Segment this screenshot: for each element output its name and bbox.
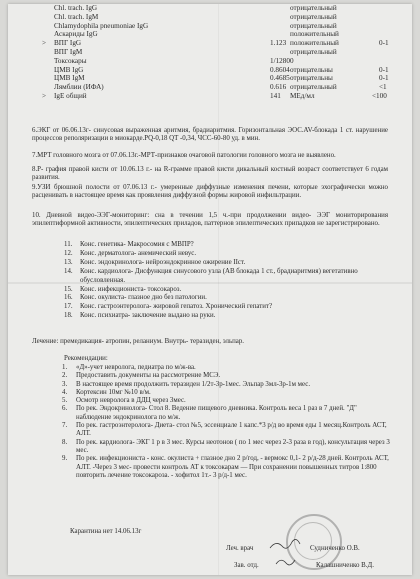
handwritten-signatures [8,4,412,575]
item-text: Конс. дерматолога- анемический невус. [80,249,197,257]
item-number: 4. [62,388,68,396]
lab-status: положительный [290,39,339,48]
finding-xray: 8.Р- графия правой кисти от 10.06.13 г.- на R-грамме правой кисти дикальный костный возраст соответствует 6 годам развития. [32,166,388,182]
lab-test-name: Chl. trach. IgM [54,12,99,21]
item-text: Конс. инфекциониста- токсокароз. [80,285,182,293]
quarantine-note: Карантина нет 14.06.13г [70,528,142,535]
item-text: Осмотр невролога в ДДЦ через 3мес. [76,397,186,405]
lab-status: отрицательны [290,74,333,83]
signature-role: Зав. отд. [234,562,259,569]
item-number: 6. [62,405,68,413]
item-number: 5. [62,397,68,405]
item-text: Конс. окулиста- глазное дно без патологии. [80,294,207,302]
item-text: Конс. психиатра- заключение выдано на руки. [80,312,216,320]
lab-test-name: Токсокары [54,56,87,65]
item-number: 3. [62,380,68,388]
item-number: 15. [64,285,73,293]
lab-test-name: Chlamydophila pneumoniae IgG [54,21,149,30]
lab-value: 0.616 [270,83,287,92]
lab-test-name: ВПГ IgG [54,39,82,48]
item-number: 12. [64,249,73,257]
item-text: По рек. Эндокринолога- Стол 8. Ведение пищевого дневника. Контроль веса 1 раз в 7 дней. "Д" наблюдение эндокринолога по м/ж. [76,405,357,421]
item-number: 2. [62,372,68,380]
lab-test-name: Лямблии (ИФА) [54,83,104,92]
item-number: 17. [64,303,73,311]
finding-mri: 7.МРТ головного мозга от 07.06.13г.-МРТ-признаков очаговой патологии головного мозга не выявлено. [32,152,336,159]
item-text: «Д»-учет невролога, педиатра по м/ж-ва. [76,364,196,371]
item-text: Конс. гастроэнтеролога- жировой гепатоз. Хронический гепатит? [80,303,273,311]
lab-marker: > [42,39,47,48]
lab-status: МЕд/мл [290,91,315,100]
lab-value: 0.4685 [270,74,290,83]
lab-status: отрицательный [290,83,337,92]
item-text: Конс. эндокринолога- нейроэндокринное ожирение IIст. [80,258,246,266]
lab-norm: <100 [372,91,387,100]
item-text: По рек. инфекциониста - конс. окулиста + глазное дно 2 р/год, - вермокс 0,1- 2 р/д-28 дней. Контроль АСТ, АЛТ. -Через 3 мес- провести контроль АТ к токсокарам — При сохранении повышенных титров 1:800 повторить лечение токсокароза. - хофитол 1т.- 3 р/д-1 мес. [76,455,389,479]
lab-value: 1/12800 [270,56,294,65]
item-text: По рек. гастроэнтеролога- Диета- стол №5, эссенциале 1 капс.*3 р/д во время еды 1 месяц.Контроль АСТ, АЛТ. [76,422,387,438]
lab-test-name: ВПГ IgM [54,47,83,56]
item-number: 8. [62,438,68,446]
lab-value: 1.123 [270,39,287,48]
item-text: По рек. кардиолога- ЭКГ 1 р в 3 мес. Курсы неотонов ( по 1 мес через 2-3 раза в год), консультация через 3 мес. [76,438,390,454]
item-number: 1. [62,364,68,371]
item-text: В настоящее время продолжить теразиден 1/2т-3р-1мес. Эльпар 3мл-3р-1м мес. [76,380,311,388]
document-page [8,4,412,575]
lab-marker: > [42,91,47,100]
signature-name: Судниченко О.В. [310,545,360,552]
lab-status: отрицательный [290,21,337,30]
lab-status: отрицательный [290,12,337,21]
item-number: 16. [64,294,73,302]
item-text: Конс. генетика- Макросомия с МВПР? [80,241,194,248]
lab-test-name: ЦМВ IgG [54,65,84,74]
item-text: Предоставить документы на рассмотрение МСЭ. [76,372,221,380]
item-number: 14. [64,267,73,275]
item-number: 18. [64,312,73,320]
signature-role: Леч. врач [226,545,254,552]
recommendations-title: Рекомендации: [64,355,108,362]
lab-test-name: Аскариды IgG [54,30,98,39]
lab-norm: <1 [379,83,387,92]
item-text: Кортексин 10мг №10 в/м. [76,388,151,396]
finding-eeg: 10. Дневной видео-ЭЭГ-мониторинг: сна в течении 1,5 ч.-при продолжении видео- ЭЭГ мониторирования эпилептиформной активности, эпилептических приладов, паттернов эпилептических припадков не зарегистрировано. [32,212,388,228]
lab-test-name: Chl. trach. IgG [54,4,98,12]
finding-ultrasound: 9.УЗИ брюшной полости от 07.06.13 г.- умеренные диффузные изменения печени, которые эхографически можно расценивать в настоящее время как проявления диффузной формы жировой инфильтрации. [32,184,388,200]
signature-name: Калашниченко В.Д. [316,562,374,569]
item-number: 7. [62,422,68,430]
lab-status: отрицательны [290,65,333,74]
lab-test-name: IgE общий [54,91,87,100]
lab-norm: 0-1 [379,65,389,74]
lab-status: отрицательный [290,4,337,12]
lab-test-name: ЦМВ IgM [54,74,85,83]
lab-value: 141 [270,91,281,100]
item-text: Конс. кардиолога- Дисфункция синусового узла (АВ блокада 1 ст., брадиаритмия) вегетативно обусловленная. [80,267,358,284]
lab-status: положительный [290,30,339,39]
lab-status: отрицательный [290,47,337,56]
lab-norm: 0-1 [379,74,389,83]
item-number: 9. [62,455,68,463]
lab-norm: 0-1 [379,39,389,48]
treatment-line: Лечение: премедикация- атропин, реланиум. Внутрь- теразиден, эльпар. [32,338,245,345]
item-number: 11. [64,241,73,248]
finding-ecg: 6.ЭКГ от 06.06.13г- синусовая выраженная аритмия, брадиаритмия. Горизонтальная ЭОС.AV-блокада 1 ст. нарушение процессов реполяризации в миокарде.PQ-0,18 QT -0,34, ЧСС-60-80 уд. в мин. [32,127,388,143]
lab-value: 0.8604 [270,65,290,74]
item-number: 13. [64,258,73,266]
